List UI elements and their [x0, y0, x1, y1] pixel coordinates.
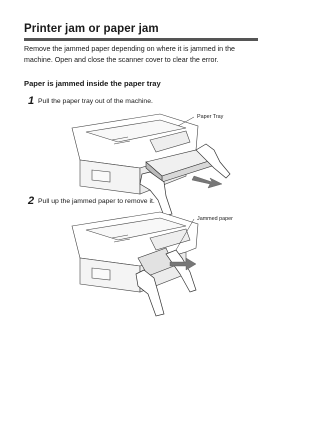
step-1-callout: Paper Tray [197, 114, 224, 120]
intro-paragraph: Remove the jammed paper depending on where it is jammed in the machine. Open and close the scanner cover to clear the error. [24, 45, 235, 64]
page-title: Printer jam or paper jam [24, 23, 159, 35]
step-2-callout: Jammed paper [197, 216, 233, 222]
step-2-text: Pull up the jammed paper to remove it. [38, 198, 155, 205]
step-1-text: Pull the paper tray out of the machine. [38, 98, 153, 105]
step-1-number: 1 [28, 95, 35, 107]
step-2-number: 2 [28, 195, 35, 207]
section-heading: Paper is jammed inside the paper tray [24, 79, 161, 88]
